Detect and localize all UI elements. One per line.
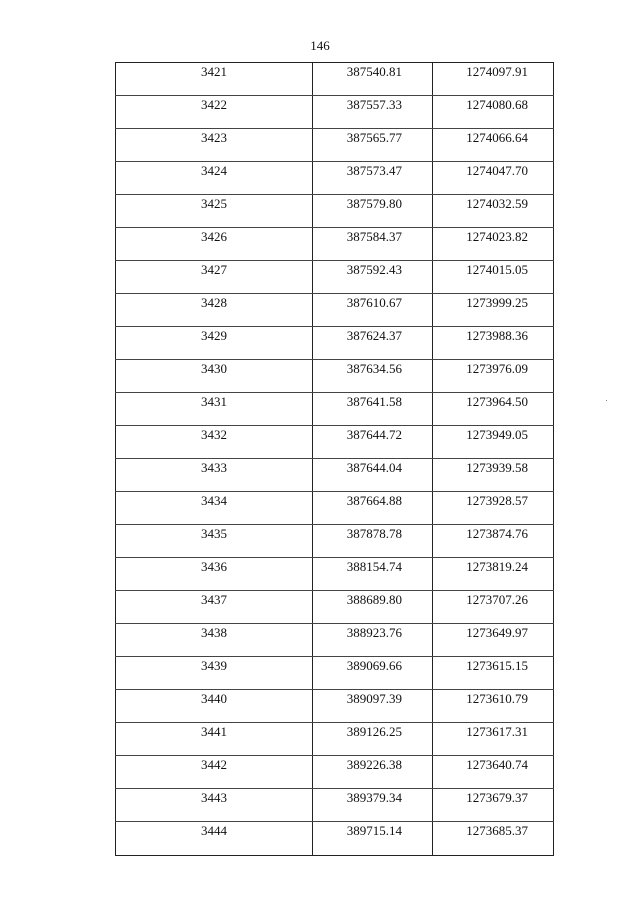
point-number-cell: 3426 (116, 228, 313, 261)
table-row (116, 558, 554, 591)
table-row (116, 591, 554, 624)
coordinate-table-body (116, 63, 554, 856)
table-row (116, 822, 554, 856)
y-coordinate-cell: 1274015.05 (433, 261, 554, 294)
y-coordinate-cell: 1273819.24 (433, 558, 554, 591)
point-number-cell: 3423 (116, 129, 313, 162)
table-row (116, 789, 554, 822)
x-coordinate-cell: 387644.04 (313, 459, 433, 492)
table-row (116, 492, 554, 525)
scan-speck (606, 400, 607, 401)
point-number-cell: 3428 (116, 294, 313, 327)
point-number-cell: 3422 (116, 96, 313, 129)
point-number-cell: 3433 (116, 459, 313, 492)
table-row (116, 525, 554, 558)
table-row (116, 228, 554, 261)
point-number-cell: 3443 (116, 789, 313, 822)
coordinate-table (115, 62, 554, 856)
y-coordinate-cell: 1273976.09 (433, 360, 554, 393)
x-coordinate-cell: 387641.58 (313, 393, 433, 426)
table-row (116, 195, 554, 228)
point-number-cell: 3437 (116, 591, 313, 624)
point-number-cell: 3441 (116, 723, 313, 756)
y-coordinate-cell: 1273679.37 (433, 789, 554, 822)
y-coordinate-cell: 1273964.50 (433, 393, 554, 426)
table-row (116, 657, 554, 690)
x-coordinate-cell: 389715.14 (313, 822, 433, 856)
table-row (116, 294, 554, 327)
point-number-cell: 3427 (116, 261, 313, 294)
table-row (116, 723, 554, 756)
y-coordinate-cell: 1273640.74 (433, 756, 554, 789)
y-coordinate-cell: 1273617.31 (433, 723, 554, 756)
x-coordinate-cell: 387610.67 (313, 294, 433, 327)
x-coordinate-cell: 387584.37 (313, 228, 433, 261)
point-number-cell: 3444 (116, 822, 313, 856)
point-number-cell: 3435 (116, 525, 313, 558)
y-coordinate-cell: 1273939.58 (433, 459, 554, 492)
table-row (116, 459, 554, 492)
table-row (116, 96, 554, 129)
x-coordinate-cell: 387557.33 (313, 96, 433, 129)
y-coordinate-cell: 1273685.37 (433, 822, 554, 856)
point-number-cell: 3434 (116, 492, 313, 525)
point-number-cell: 3440 (116, 690, 313, 723)
y-coordinate-cell: 1273649.97 (433, 624, 554, 657)
point-number-cell: 3432 (116, 426, 313, 459)
y-coordinate-cell: 1273615.15 (433, 657, 554, 690)
x-coordinate-cell: 389126.25 (313, 723, 433, 756)
y-coordinate-cell: 1274032.59 (433, 195, 554, 228)
point-number-cell: 3429 (116, 327, 313, 360)
table-row (116, 327, 554, 360)
x-coordinate-cell: 387664.88 (313, 492, 433, 525)
point-number-cell: 3442 (116, 756, 313, 789)
x-coordinate-cell: 389069.66 (313, 657, 433, 690)
x-coordinate-cell: 387573.47 (313, 162, 433, 195)
y-coordinate-cell: 1273949.05 (433, 426, 554, 459)
table-row (116, 63, 554, 96)
table-row (116, 756, 554, 789)
y-coordinate-cell: 1273610.79 (433, 690, 554, 723)
x-coordinate-cell: 387565.77 (313, 129, 433, 162)
x-coordinate-cell: 387634.56 (313, 360, 433, 393)
table-row (116, 624, 554, 657)
x-coordinate-cell: 388923.76 (313, 624, 433, 657)
y-coordinate-cell: 1273988.36 (433, 327, 554, 360)
x-coordinate-cell: 388689.80 (313, 591, 433, 624)
table-row (116, 690, 554, 723)
x-coordinate-cell: 388154.74 (313, 558, 433, 591)
point-number-cell: 3439 (116, 657, 313, 690)
point-number-cell: 3425 (116, 195, 313, 228)
y-coordinate-cell: 1274097.91 (433, 63, 554, 96)
y-coordinate-cell: 1274023.82 (433, 228, 554, 261)
y-coordinate-cell: 1273707.26 (433, 591, 554, 624)
page-number: 146 (310, 38, 330, 53)
x-coordinate-cell: 389097.39 (313, 690, 433, 723)
table-row (116, 393, 554, 426)
x-coordinate-cell: 387579.80 (313, 195, 433, 228)
point-number-cell: 3430 (116, 360, 313, 393)
table-row (116, 261, 554, 294)
y-coordinate-cell: 1274047.70 (433, 162, 554, 195)
x-coordinate-cell: 389226.38 (313, 756, 433, 789)
y-coordinate-cell: 1273928.57 (433, 492, 554, 525)
y-coordinate-cell: 1273999.25 (433, 294, 554, 327)
y-coordinate-cell: 1274066.64 (433, 129, 554, 162)
point-number-cell: 3436 (116, 558, 313, 591)
point-number-cell: 3438 (116, 624, 313, 657)
table-row (116, 162, 554, 195)
point-number-cell: 3431 (116, 393, 313, 426)
y-coordinate-cell: 1273874.76 (433, 525, 554, 558)
point-number-cell: 3424 (116, 162, 313, 195)
table-row (116, 360, 554, 393)
x-coordinate-cell: 387878.78 (313, 525, 433, 558)
x-coordinate-cell: 387624.37 (313, 327, 433, 360)
table-row (116, 426, 554, 459)
table-row (116, 129, 554, 162)
point-number-cell: 3421 (116, 63, 313, 96)
x-coordinate-cell: 387540.81 (313, 63, 433, 96)
x-coordinate-cell: 387592.43 (313, 261, 433, 294)
x-coordinate-cell: 387644.72 (313, 426, 433, 459)
x-coordinate-cell: 389379.34 (313, 789, 433, 822)
y-coordinate-cell: 1274080.68 (433, 96, 554, 129)
